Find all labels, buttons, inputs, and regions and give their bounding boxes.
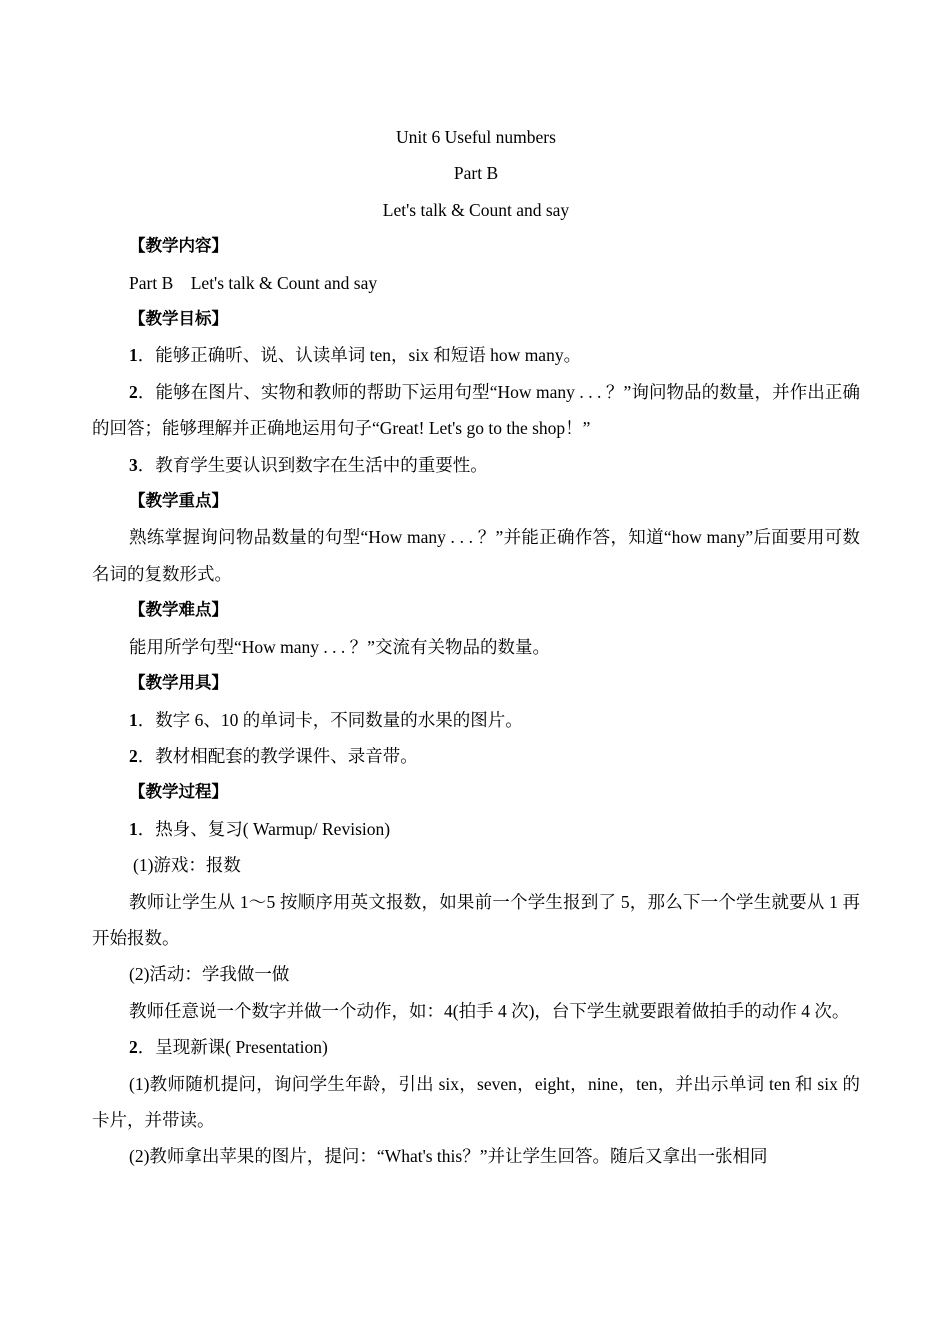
process-substep-text: (1)教师随机提问，询问学生年龄，引出 six，seven，eight，nine，ten，并出示单词 ten 和 six 的卡片，并带读。 [92, 1073, 860, 1130]
goal-text: ．能够正确听、说、认读单词 ten，six 和短语 how many。 [137, 345, 582, 366]
step-title: ．呈现新课( Presentation) [137, 1037, 328, 1058]
goal-number: 3 [129, 454, 138, 475]
key-points-text: 熟练掌握询问物品数量的句型“How many . . . ？”并能正确作答，知道“how many”后面要用可数名词的复数形式。 [92, 527, 860, 584]
tool-text: ．教材相配套的教学课件、录音带。 [137, 745, 418, 766]
goal-item [92, 447, 860, 483]
step-number: 1 [129, 818, 138, 839]
goal-text: ．教育学生要认识到数字在生活中的重要性。 [137, 454, 488, 475]
tool-item [92, 738, 860, 774]
document-page [92, 119, 860, 1175]
section-heading-difficulties: 【教学难点】 [129, 600, 228, 620]
goal-text: ．能够在图片、实物和教师的帮助下运用句型“How many . . . ？”询问物品的数量，并作出正确的回答；能够理解并正确地运用句子“Great! Let's go to the shop！” [92, 381, 860, 439]
goal-item [92, 337, 860, 373]
process-substep-title: (1)游戏：报数 [133, 855, 241, 876]
tool-item [92, 702, 860, 738]
process-substep-text: 教师任意说一个数字并做一个动作，如：4(拍手 4 次)，台下学生就要跟着做拍手的动作 4 次。 [129, 1000, 850, 1021]
tool-text: ．数字 6、10 的单词卡，不同数量的水果的图片。 [137, 709, 523, 730]
process-step [92, 811, 860, 847]
section-heading-content: 【教学内容】 [129, 236, 228, 256]
section-heading-tools: 【教学用具】 [129, 673, 228, 693]
doc-subtitle-lesson: Let's talk & Count and say [382, 199, 570, 220]
process-substep-text: (2)教师拿出苹果的图片，提问：“What's this？”并让学生回答。随后又拿出一张相同 [129, 1146, 768, 1167]
tool-number: 2 [129, 745, 138, 766]
doc-title: Unit 6 Useful numbers [396, 127, 556, 147]
tool-number: 1 [129, 709, 138, 730]
doc-subtitle-part: Part B [453, 163, 499, 184]
content-text: Part B Let's talk & Count and say [129, 272, 378, 293]
goal-number: 1 [129, 345, 138, 366]
process-step [92, 1029, 860, 1065]
goal-number: 2 [129, 381, 138, 402]
process-substep-text: 教师让学生从 1～5 按顺序用英文报数，如果前一个学生报到了 5，那么下一个学生就要从 1 再开始报数。 [92, 891, 860, 948]
section-heading-process: 【教学过程】 [129, 782, 228, 802]
goal-item [92, 374, 860, 447]
difficulties-text: 能用所学句型“How many . . . ？”交流有关物品的数量。 [129, 636, 550, 657]
step-title: ．热身、复习( Warmup/ Revision) [137, 818, 391, 839]
section-heading-key-points: 【教学重点】 [129, 491, 228, 511]
process-substep-title: (2)活动：学我做一做 [129, 964, 290, 985]
section-heading-goals: 【教学目标】 [129, 309, 228, 329]
step-number: 2 [129, 1037, 138, 1058]
